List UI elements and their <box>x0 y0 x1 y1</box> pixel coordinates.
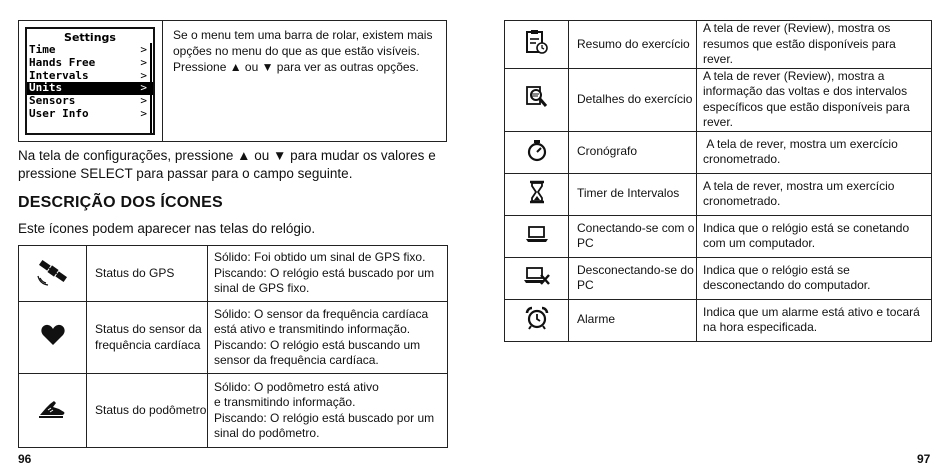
icon-description: Sólido: O podômetro está ativo e transmitindo informação. Piscando: O relógio está buscado por um sinal do podômetro. <box>208 374 448 448</box>
icon-cell <box>505 68 569 131</box>
stopwatch-icon <box>526 138 548 162</box>
chevron-right-icon: > <box>140 68 147 82</box>
icon-cell <box>505 131 569 173</box>
menu-item-label: Hands Free <box>29 55 96 69</box>
table-row <box>505 215 932 257</box>
page-number-left: 96 <box>18 452 32 466</box>
table-row <box>505 21 932 69</box>
icon-label: Cronógrafo <box>569 131 697 173</box>
table-row <box>505 131 932 173</box>
chevron-right-icon: > <box>140 43 147 56</box>
scrollbar[interactable] <box>150 43 152 133</box>
chevron-right-icon: > <box>140 94 147 108</box>
icon-description: Sólido: Foi obtido um sinal de GPS fixo. Piscando: O relógio está buscado por um sinal de GPS fixo. <box>208 246 448 302</box>
section-heading: DESCRIÇÃO DOS ÍCONES <box>18 194 223 211</box>
gps-satellite-icon <box>36 256 70 286</box>
laptop-connected-icon <box>524 224 550 244</box>
menu-item-label: Intervals <box>29 68 89 82</box>
divider <box>162 21 163 141</box>
icon-description: Indica que o relógio está se conetando com um computador. <box>697 215 932 257</box>
running-shoe-icon <box>37 396 69 420</box>
section-intro: Este ícones podem aparecer nas telas do relógio. <box>18 221 316 236</box>
icon-cell <box>505 257 569 299</box>
menu-item-label: User Info <box>29 106 89 120</box>
page-number-right: 97 <box>917 452 931 466</box>
icon-label: Resumo do exercício <box>569 21 697 69</box>
icon-cell <box>505 173 569 215</box>
icon-description: Indica que o relógio está se desconectando do computador. <box>697 257 932 299</box>
icon-cell <box>19 246 87 302</box>
table-row <box>505 68 932 131</box>
menu-item-label: Time <box>29 43 56 56</box>
icon-cell <box>505 215 569 257</box>
alarm-clock-icon <box>525 306 549 330</box>
table-row <box>19 374 448 448</box>
magnify-review-icon <box>525 85 549 109</box>
table-row <box>19 302 448 374</box>
icon-description: A tela de rever (Review), mostra a informação das voltas e dos intervalos específicos que estão disponíveis para rever. <box>697 68 932 131</box>
table-row <box>19 246 448 302</box>
chevron-right-icon: > <box>140 81 147 95</box>
icon-description: A tela de rever, mostra um exercício cronometrado. <box>697 131 932 173</box>
menu-description: Se o menu tem uma barra de rolar, existem mais opções no menu do que as que estão visíveis. Pressione ▲ ou ▼ para ver as outras opções. <box>173 28 433 74</box>
laptop-disconnected-icon <box>523 265 551 287</box>
hourglass-icon <box>528 180 546 204</box>
icon-label: Detalhes do exercício <box>569 68 697 131</box>
icon-label: Status do podômetro <box>87 374 208 448</box>
menu-item-user-info[interactable] <box>27 108 153 121</box>
icon-cell <box>19 374 87 448</box>
left-icon-table <box>18 245 448 448</box>
settings-instruction: Na tela de configurações, pressione ▲ ou ▼ para mudar os valores e pressione SELECT para passar para o campo seguinte. <box>18 148 436 181</box>
chevron-right-icon: > <box>140 55 147 69</box>
icon-label: Alarme <box>569 299 697 341</box>
icon-label: Desconectando-se do PC <box>569 257 697 299</box>
settings-menu-box <box>18 20 447 142</box>
icon-description: Indica que um alarme está ativo e tocará na hora especificada. <box>697 299 932 341</box>
icon-description: A tela de rever (Review), mostra os resumos que estão disponíveis para rever. <box>697 21 932 69</box>
right-icon-table <box>504 20 932 342</box>
clipboard-review-icon <box>525 29 549 55</box>
table-row <box>505 257 932 299</box>
chevron-right-icon: > <box>140 106 147 120</box>
settings-title: Settings <box>64 31 116 44</box>
icon-cell <box>19 302 87 374</box>
icon-label: Status do GPS <box>87 246 208 302</box>
icon-cell <box>505 299 569 341</box>
table-row <box>505 173 932 215</box>
menu-item-label: Units <box>29 81 63 95</box>
icon-label: Conectando-se com o PC <box>569 215 697 257</box>
watch-settings-screen <box>25 27 155 135</box>
icon-description: Sólido: O sensor da frequência cardíaca está ativo e transmitindo informação. Piscando: O relógio está buscando um sensor da frequência cardíaca. <box>208 302 448 374</box>
menu-item-label: Sensors <box>29 94 76 108</box>
icon-description: A tela de rever, mostra um exercício cronometrado. <box>697 173 932 215</box>
heart-icon <box>40 323 66 347</box>
icon-label: Status do sensor da frequência cardíaca <box>87 302 208 374</box>
icon-label: Timer de Intervalos <box>569 173 697 215</box>
icon-cell <box>505 21 569 69</box>
table-row <box>505 299 932 341</box>
